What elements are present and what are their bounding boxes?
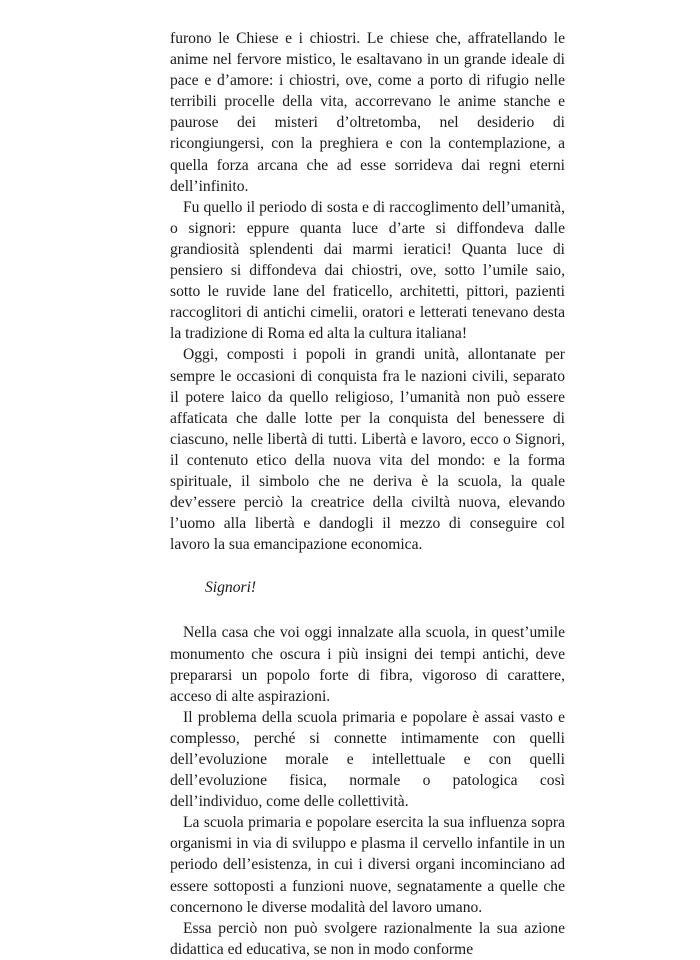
paragraph-school-influence: La scuola primaria e popolare esercita la sua influenza sopra organismi in via di sviluppo e plasma il cervello infantile in un periodo dell’esistenza, in cui i diversi organi incominciano ad essere sottoposti a funzioni nuove, segnatamente a quelle che concernono le diverse modalità del lavoro umano. bbox=[170, 814, 565, 916]
paragraph-period-of-rest: Fu quello il periodo di sosta e di raccoglimento dell’umanità, o signori: eppure quanta luce d’arte si diffondeva dalle grandiosità splendenti dai marmi ieratici! Quanta luce di pensiero si diffondeva dai chiostri, ove, sotto l’umile saio, sotto le ruvide lane del fraticello, architetti, pittori, pazienti raccoglitori di antichi cimelii, oratori e letterati tenevano desta la tradizione di Roma ed alta la cultura italiana! bbox=[170, 198, 565, 343]
document-page bbox=[170, 28, 565, 960]
paragraph-house-for-school: Nella casa che voi oggi innalzate alla scuola, in quest’umile monumento che oscura i più insigni dei tempi antichi, deve prepararsi un popolo forte di fibra, vigoroso di carattere, acceso di alte aspirazioni. bbox=[170, 624, 565, 705]
paragraph-problem-primary-school: Il problema della scuola primaria e popolare è assai vasto e complesso, perché si connette intimamente con quelli dell’evoluzione morale e intellettuale e con quelli dell’evoluzione fisica, normale o patologica così dell’individuo, come delle collettività. bbox=[170, 708, 565, 811]
section-heading-signori: Signori! bbox=[205, 579, 257, 597]
paragraph-today-peoples: Oggi, composti i popoli in grandi unità, allontanate per sempre le occasioni di conquista fra le nazioni civili, separato il potere laico da quello religioso, l’umanità non può essere affaticata che dalle lotte per la conquista del benessere di ciascuno, nelle libertà di tutti. Libertà e lavoro, ecco o Signori, il contenuto etico della nuova vita del mondo: e la forma spirituale, il simbolo che ne deriva è la scuola, la quale dev’essere perciò la creatrice della civiltà nuova, elevando l’uomo alla libertà e dandogli il mezzo di conseguire col lavoro la sua emancipazione economica. bbox=[170, 346, 565, 554]
paragraph-didactic-action: Essa perciò non può svolgere razionalmente la sua azione didattica ed educativa, se non in modo conforme bbox=[170, 919, 565, 958]
paragraph-churches-cloisters: furono le Chiese e i chiostri. Le chiese che, affratellando le anime nel fervore mistico, le esaltavano in un grande ideale di pace e d’amore: i chiostri, ove, come a porto di rifugio nelle terribili procelle della vita, accorrevano le anime stanche e paurose dei misteri d’oltretomba, nel desiderio di ricongiungersi, con la preghiera e con la contemplazione, a quella forza arcana che ad esse sorrideva dai regni eterni dell’infinito. bbox=[170, 30, 565, 195]
